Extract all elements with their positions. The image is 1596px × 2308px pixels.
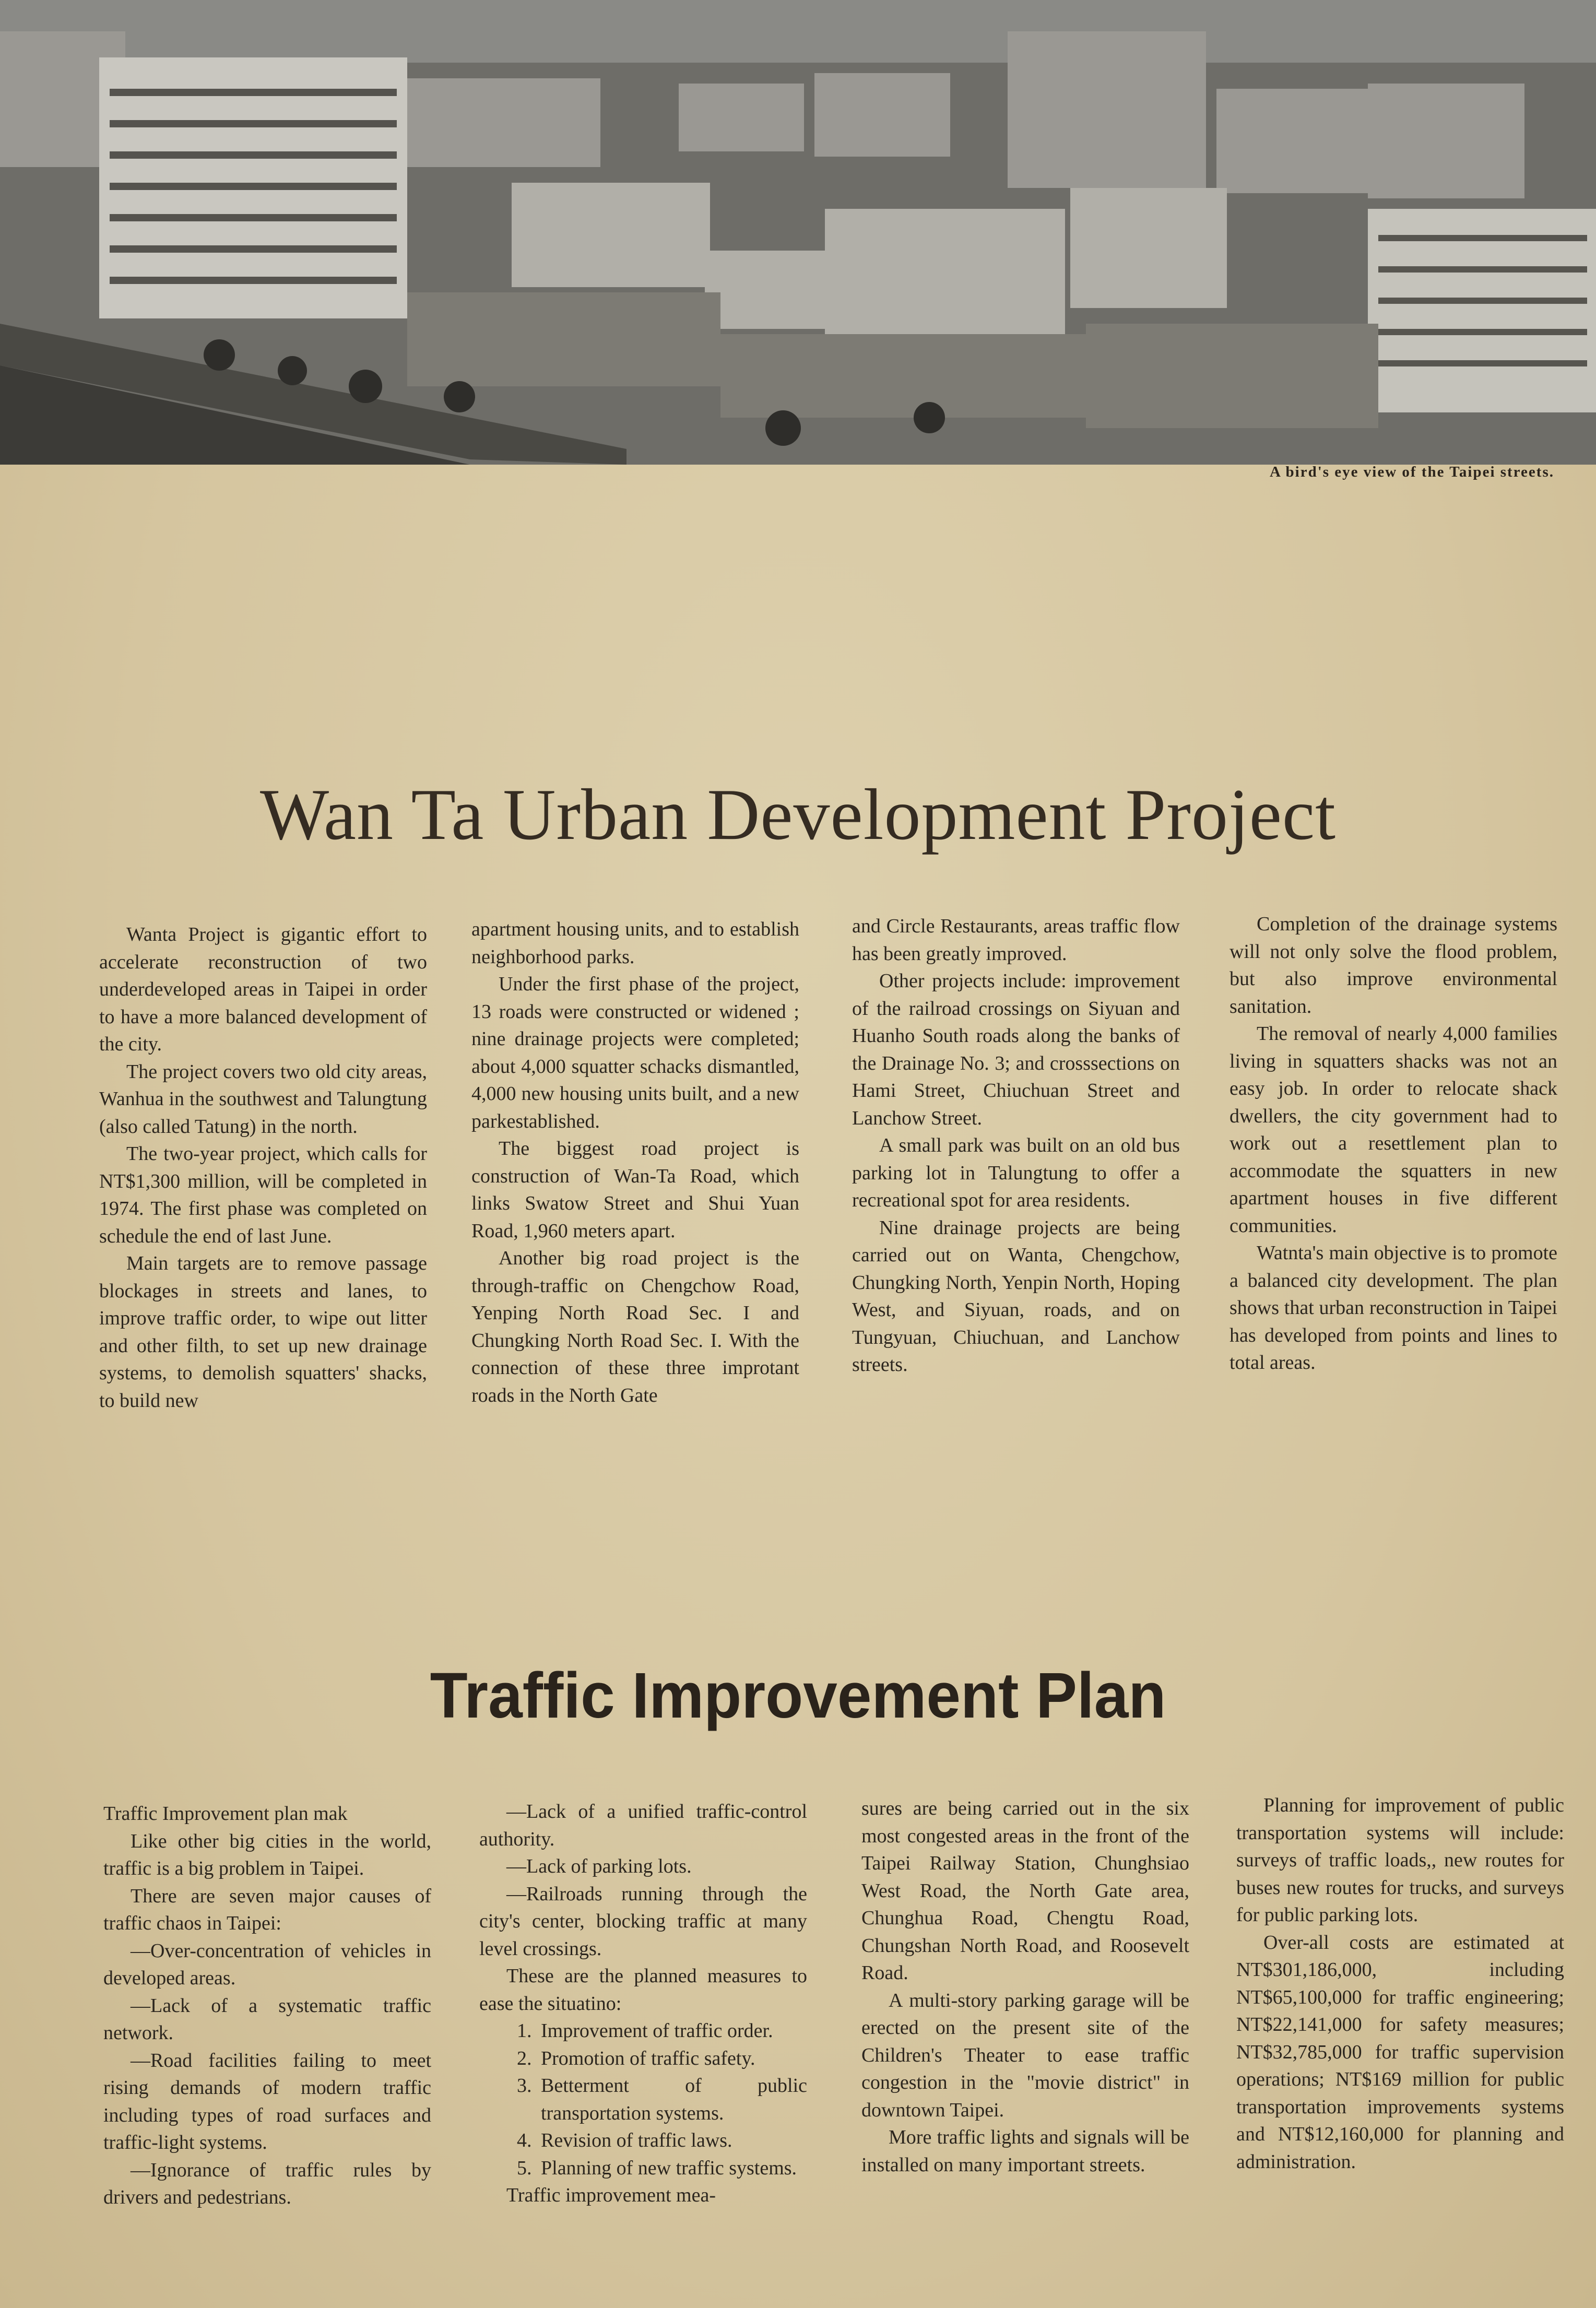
measures-list (479, 2017, 807, 2182)
article1-column-1 (99, 921, 427, 1414)
paragraph: Watnta's main objective is to promote a balanced city development. The plan shows that urban reconstruction in Taipei has developed from points and lines to total areas. (1229, 1242, 1557, 1374)
paragraph: A multi-story parking garage will be erected on the present site of the Children's Theater to ease traffic congestion in the "movie district" in downtown Taipei. (861, 1989, 1189, 2121)
paragraph: Wanta Project is gigantic effort to accelerate reconstruction of two underdeveloped areas in Taipei in order to have a more balanced development of the city. (99, 924, 427, 1055)
article-title-traffic: Traffic Improvement Plan (430, 1659, 1166, 1732)
paragraph: —Lack of parking lots. (506, 1855, 692, 1877)
article2-column-4 (1236, 1792, 1564, 2175)
article1-column-3 (852, 913, 1180, 1379)
article2-column-3 (861, 1795, 1189, 2179)
list-item: 5. Planning of new traffic systems. (537, 2155, 807, 2182)
paragraph: Main targets are to remove passage blockages in streets and lanes, to improve traffic order, to wipe out litter and other filth, to set up new drainage systems, to demolish squatters' shacks, to build new (99, 1252, 427, 1412)
paragraph: —Lack of a systematic traffic network. (103, 1994, 431, 2044)
paragraph: —Over-concentration of vehicles in developed areas. (103, 1939, 431, 1989)
paragraph: Over-all costs are estimated at NT$301,186,000, including NT$65,100,000 for traffic engineering; NT$22,141,000 for safety measures; NT$32,785,000 for traffic supervision operations; NT$169 million for public transportation improvements systems and NT$12,160,000 for planning and administration. (1236, 1931, 1564, 2173)
paragraph: —Railroads running through the city's center, blocking traffic at many level crossings. (479, 1883, 807, 1960)
paragraph: —Ignorance of traffic rules by drivers and pedestrians. (103, 2159, 431, 2208)
paragraph: and Circle Restaurants, areas traffic flow has been greatly improved. (852, 915, 1180, 965)
paragraph: More traffic lights and signals will be installed on many important streets. (861, 2126, 1189, 2176)
paragraph: The two-year project, which calls for NT$1,300 million, will be completed in 1974. The first phase was completed on schedule the end of last June. (99, 1143, 427, 1247)
article-title-wan-ta: Wan Ta Urban Development Project (259, 774, 1337, 855)
paragraph: The project covers two old city areas, Wanhua in the southwest and Talungtung (also called Tatung) in the north. (99, 1060, 427, 1138)
paragraph: Planning for improvement of public transportation systems will include: surveys of traffic loads,, new routes for buses new routes for trucks, and surveys for public parking lots. (1236, 1794, 1564, 1926)
paragraph: Like other big cities in the world, traffic is a big problem in Taipei. (103, 1830, 431, 1879)
paragraph: Other projects include: improvement of the railroad crossings on Siyuan and Huanho South roads along the banks of the Drainage No. 3; and crosssections on Hami Street, Chiuchuan Street and Lanchow Street. (852, 970, 1180, 1129)
paragraph: The biggest road project is construction of Wan-Ta Road, which links Swatow Street and Shui Yuan Road, 1,960 meters apart. (471, 1138, 799, 1242)
paragraph: —Road facilities failing to meet rising demands of modern traffic including types of road surfaces and traffic-light systems. (103, 2049, 431, 2153)
list-item: 3. Betterment of public transportation systems. (537, 2072, 807, 2127)
list-item: 4. Revision of traffic laws. (537, 2127, 807, 2155)
paragraph: apartment housing units, and to establish neighborhood parks. (471, 918, 799, 968)
paragraph: Traffic improvement mea- (506, 2184, 716, 2206)
paragraph: sures are being carried out in the six most congested areas in the front of the Taipei Railway Station, Chunghsiao West Road, the North Gate area, Chunghua Road, Chengtu Road, Chungshan North Road, and Roosevelt Road. (861, 1797, 1189, 1984)
paragraph: The removal of nearly 4,000 families living in squatters shacks was not an easy job. In order to relocate shack dwellers, the city government had to work out a resettlement plan to accommodate the squatters in new apartment houses in five different communities. (1229, 1023, 1557, 1237)
paragraph: Another big road project is the through-traffic on Chengchow Road, Yenping North Road Sec. I and Chungking North Road Sec. I. With the connection of these three improtant roads in the North Gate (471, 1247, 799, 1406)
paragraph: These are the planned measures to ease the situatino: (479, 1965, 807, 2015)
photo-caption: A bird's eye view of the Taipei streets. (1269, 464, 1554, 480)
paragraph: —Lack of a unified traffic-control authority. (479, 1801, 807, 1850)
article1-column-2 (471, 916, 799, 1409)
paragraph: Under the first phase of the project, 13 roads were constructed or widened ; nine drainage projects were completed; about 4,000 squatter schacks dismantled, 4,000 new housing units built, and a new parkestablished. (471, 973, 799, 1132)
city-skyline-image (0, 0, 1596, 465)
list-item: 1. Improvement of traffic order. (537, 2017, 807, 2045)
article2-column-2 (479, 1798, 807, 2209)
list-item: 2. Promotion of traffic safety. (537, 2045, 807, 2073)
paragraph: There are seven major causes of traffic chaos in Taipei: (103, 1885, 431, 1934)
city-photo (0, 0, 1596, 465)
article2-column-1 (103, 1800, 431, 2211)
paragraph: Traffic Improvement plan mak (103, 1803, 348, 1825)
paragraph: Nine drainage projects are being carried out on Wanta, Chengchow, Chungking North, Yenpin North, Hoping West, and Siyuan, roads, and on Tungyuan, Chiuchuan, and Lanchow streets. (852, 1216, 1180, 1376)
article1-column-4 (1229, 910, 1557, 1377)
paragraph: A small park was built on an old bus parking lot in Talungtung to offer a recreational spot for area residents. (852, 1134, 1180, 1211)
paragraph: Completion of the drainage systems will not only solve the flood problem, but also improve environmental sanitation. (1229, 913, 1557, 1017)
